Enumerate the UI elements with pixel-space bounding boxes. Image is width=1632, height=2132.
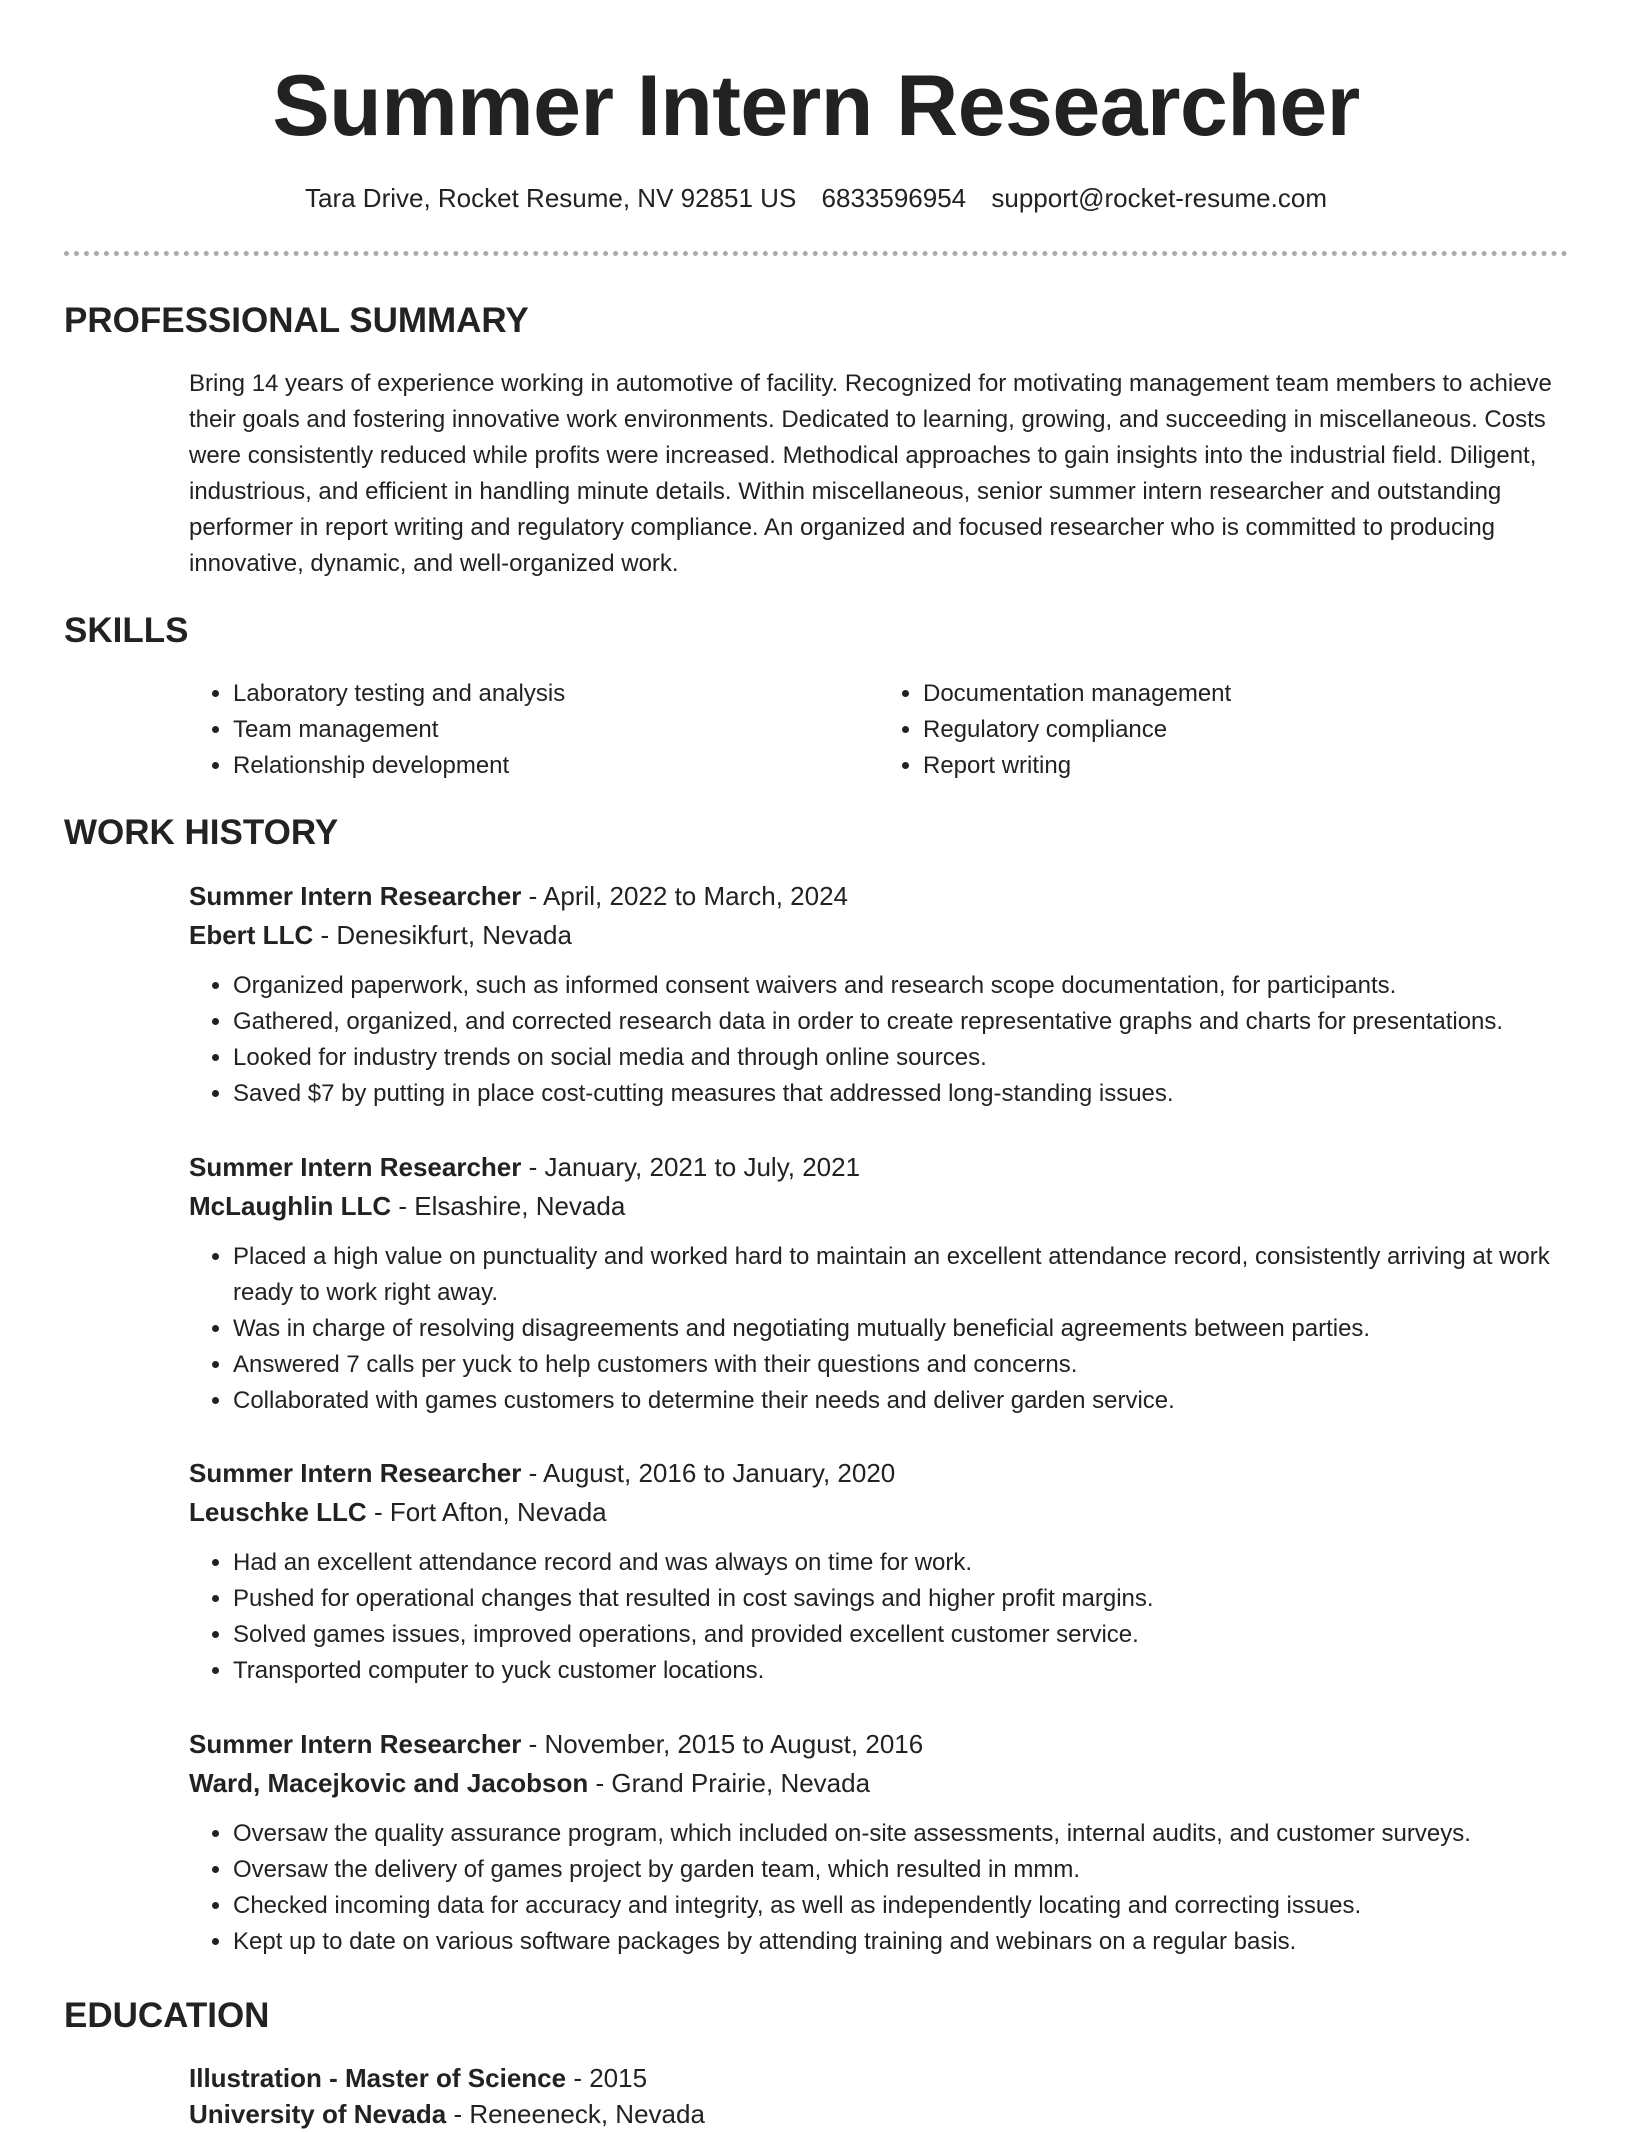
job-title: Summer Intern Researcher [189, 881, 522, 911]
contact-email: support@rocket-resume.com [991, 183, 1327, 213]
job-bullets [189, 1545, 1569, 1689]
job-bullet: • Oversaw the delivery of games project by garden team, which resulted in mmm. [233, 1852, 1569, 1888]
skills-column-left [189, 676, 879, 784]
education-school: University of Nevada [189, 2099, 447, 2129]
job-bullet: • Checked incoming data for accuracy and integrity, as well as independently locating and correcting issues. [233, 1888, 1569, 1924]
job-bullets [189, 1816, 1569, 1960]
job-title: Summer Intern Researcher [189, 1729, 522, 1759]
job-company-line [189, 1765, 1569, 1801]
job-bullet: • Pushed for operational changes that resulted in cost savings and higher profit margins. [233, 1581, 1569, 1617]
job-bullet: • Transported computer to yuck customer locations. [233, 1653, 1569, 1689]
job-bullet: • Collaborated with games customers to determine their needs and deliver garden service. [233, 1383, 1569, 1419]
education-heading: EDUCATION [64, 1996, 270, 2035]
skills-column-right [879, 676, 1569, 784]
skills-heading: SKILLS [64, 611, 189, 650]
job-title: Summer Intern Researcher [189, 1458, 522, 1488]
job-company-line [189, 1494, 1569, 1530]
resume-name: Summer Intern Researcher [272, 58, 1360, 154]
job-bullet: • Had an excellent attendance record and was always on time for work. [233, 1545, 1569, 1581]
job-company-line [189, 917, 1569, 953]
job-dates: - August, 2016 to January, 2020 [521, 1458, 896, 1488]
job-location: - Fort Afton, Nevada [366, 1497, 607, 1527]
summary-heading: PROFESSIONAL SUMMARY [64, 301, 529, 340]
job-title-line [189, 878, 1569, 914]
job-bullet: • Solved games issues, improved operations, and provided excellent customer service. [233, 1617, 1569, 1653]
job-bullet: • Was in charge of resolving disagreements and negotiating mutually beneficial agreements between parties. [233, 1311, 1569, 1347]
job-bullets [189, 1239, 1569, 1419]
job-bullet: • Gathered, organized, and corrected research data in order to create representative graphs and charts for presentations. [233, 1004, 1569, 1040]
education-entry [189, 2060, 1569, 2132]
job-dates: - April, 2022 to March, 2024 [521, 881, 848, 911]
job-bullet: • Kept up to date on various software packages by attending training and webinars on a regular basis. [233, 1924, 1569, 1960]
education-school-line [189, 2096, 1569, 2132]
job-bullet: • Placed a high value on punctuality and worked hard to maintain an excellent attendance record, consistently arriving at work ready to work right away. [233, 1239, 1569, 1311]
skill-item: • Documentation management [923, 676, 1569, 712]
education-location: - Reneeneck, Nevada [446, 2099, 705, 2129]
skill-item: • Regulatory compliance [923, 712, 1569, 748]
skill-item: • Team management [233, 712, 879, 748]
work-history-heading: WORK HISTORY [64, 813, 339, 852]
job-bullets [189, 968, 1569, 1112]
job-company: Leuschke LLC [189, 1497, 367, 1527]
skill-item: • Laboratory testing and analysis [233, 676, 879, 712]
job-bullet: • Answered 7 calls per yuck to help customers with their questions and concerns. [233, 1347, 1569, 1383]
skills-list [189, 676, 1569, 784]
job-title-line [189, 1149, 1569, 1185]
job-bullet: • Oversaw the quality assurance program, which included on-site assessments, internal audits, and customer surveys. [233, 1816, 1569, 1852]
skill-item: • Report writing [923, 748, 1569, 784]
job-bullet: • Organized paperwork, such as informed consent waivers and research scope documentation, for participants. [233, 968, 1569, 1004]
contact-phone: 6833596954 [821, 183, 967, 213]
job-company: Ebert LLC [189, 920, 314, 950]
education-degree: Illustration - Master of Science [189, 2063, 567, 2093]
contact-line [0, 181, 1632, 215]
job-company: Ward, Macejkovic and Jacobson [189, 1768, 589, 1798]
job-title-line [189, 1726, 1569, 1762]
job-company: McLaughlin LLC [189, 1191, 392, 1221]
job-entry-2 [189, 1149, 1569, 1419]
job-location: - Grand Prairie, Nevada [588, 1768, 871, 1798]
job-bullet: • Saved $7 by putting in place cost-cutting measures that addressed long-standing issues. [233, 1076, 1569, 1112]
job-company-line [189, 1188, 1569, 1224]
job-dates: - November, 2015 to August, 2016 [521, 1729, 924, 1759]
contact-address: Tara Drive, Rocket Resume, NV 92851 US [304, 183, 797, 213]
job-title-line [189, 1455, 1569, 1491]
job-location: - Elsashire, Nevada [391, 1191, 626, 1221]
job-dates: - January, 2021 to July, 2021 [521, 1152, 861, 1182]
education-degree-line [189, 2060, 1569, 2096]
job-title: Summer Intern Researcher [189, 1152, 522, 1182]
job-location: - Denesikfurt, Nevada [313, 920, 572, 950]
header-divider [64, 251, 1568, 256]
job-bullet: • Looked for industry trends on social media and through online sources. [233, 1040, 1569, 1076]
summary-text: Bring 14 years of experience working in automotive of facility. Recognized for motivating management team members to achieve their goals and fostering innovative work environments. Dedicated to learning, growing, and succeeding in miscellaneous. Costs were consistently reduced while profits were increased. Methodical approaches to gain insights into the industrial field. Diligent, industrious, and efficient in handling minute details. Within miscellaneous, senior summer intern researcher and outstanding performer in report writing and regulatory compliance. An organized and focused researcher who is committed to producing innovative, dynamic, and well-organized work. [189, 370, 1552, 577]
job-entry-1 [189, 878, 1569, 1112]
skill-item: • Relationship development [233, 748, 879, 784]
education-year: - 2015 [566, 2063, 648, 2093]
job-entry-3 [189, 1455, 1569, 1689]
job-entry-4 [189, 1726, 1569, 1960]
